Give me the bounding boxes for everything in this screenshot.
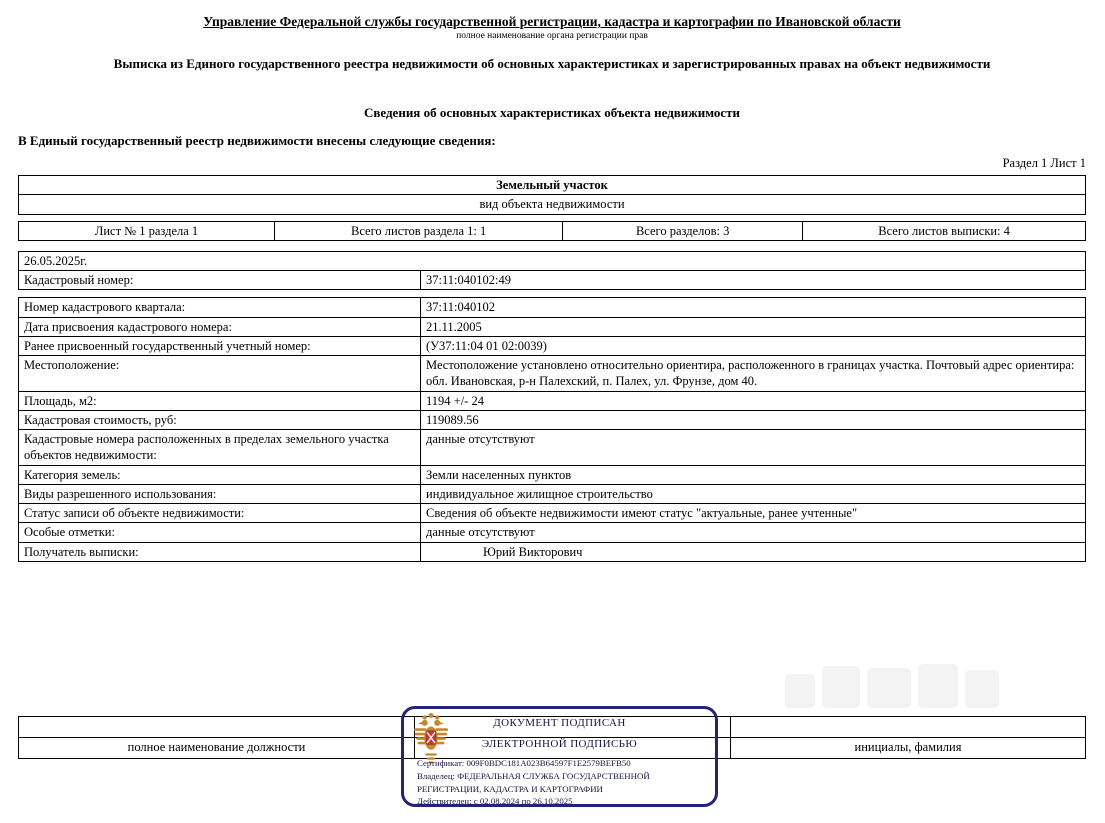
row-label: Дата присвоения кадастрового номера:	[19, 317, 421, 336]
certificate-value: 009F0BDC181A023B64597F1E2579BEFB50	[466, 758, 631, 768]
section-sheet-label: Раздел 1 Лист 1	[1002, 156, 1086, 170]
row-label: Кадастровые номера расположенных в пределах земельного участка объектов недвижимости:	[19, 430, 421, 466]
total-sections-cell: Всего разделов: 3	[563, 221, 803, 240]
table-row	[19, 430, 1086, 466]
row-label: Площадь, м2:	[19, 391, 421, 410]
watermark-shape	[965, 670, 999, 708]
row-value: индивидуальное жилищное строительство	[421, 484, 1086, 503]
watermark-shape	[785, 674, 815, 708]
stamp-owner-line	[417, 770, 669, 796]
row-value: 119089.56	[421, 410, 1086, 429]
table-row	[19, 317, 1086, 336]
object-type-value: Земельный участок	[19, 176, 1086, 195]
row-value: Сведения об объекте недвижимости имеют статус "актуальные, ранее учтенные"	[421, 504, 1086, 523]
row-value: данные отсутствуют	[421, 523, 1086, 542]
row-label: Виды разрешенного использования:	[19, 484, 421, 503]
intro-text: В Единый государственный реестр недвижимости внесены следующие сведения:	[18, 133, 496, 148]
row-label: Особые отметки:	[19, 523, 421, 542]
watermark-shape	[918, 664, 958, 708]
row-label: Номер кадастрового квартала:	[19, 298, 421, 317]
table-row	[19, 271, 1086, 290]
table-row	[19, 251, 1086, 270]
authority-caption: полное наименование органа регистрации прав	[456, 31, 648, 41]
row-value: 1194 +/- 24	[421, 391, 1086, 410]
table-row	[19, 523, 1086, 542]
validity-label: Действителен:	[417, 796, 472, 807]
row-value: данные отсутствуют	[421, 430, 1086, 466]
row-value: 37:11:040102:49	[421, 271, 1086, 290]
authority-name: Управление Федеральной службы государственной регистрации, кадастра и картографии по Ивановской области	[203, 14, 901, 29]
stamp-details	[417, 757, 711, 808]
sheet-info-table	[18, 221, 1086, 241]
row-label: Кадастровая стоимость, руб:	[19, 410, 421, 429]
table-row	[19, 336, 1086, 355]
row-label: Кадастровый номер:	[19, 271, 421, 290]
main-attributes-table-1	[18, 251, 1086, 291]
row-label: Получатель выписки:	[19, 542, 421, 561]
row-value: 37:11:040102	[421, 298, 1086, 317]
row-label: Статус записи об объекте недвижимости:	[19, 504, 421, 523]
watermark	[785, 650, 1013, 708]
table-row	[19, 391, 1086, 410]
recipient-value: Юрий Викторович	[421, 542, 1086, 561]
owner-label: Владелец:	[417, 770, 455, 781]
row-label: Местоположение:	[19, 356, 421, 392]
extract-date: 26.05.2025г.	[19, 251, 1086, 270]
row-value: Местоположение установлено относительно ориентира, расположенного в границах участка. Почтовый адрес ориентира: обл. Ивановская, р-н Палехский, п. Палех, ул. Фрунзе, дом 40.	[421, 356, 1086, 392]
table-row	[19, 356, 1086, 392]
table-row	[19, 504, 1086, 523]
name-caption: инициалы, фамилия	[731, 738, 1086, 759]
table-row	[19, 221, 1086, 240]
table-row	[19, 465, 1086, 484]
object-type-caption: вид объекта недвижимости	[19, 195, 1086, 214]
row-label: Ранее присвоенный государственный учетный номер:	[19, 336, 421, 355]
watermark-shape	[867, 668, 911, 708]
sheet-number-cell: Лист № 1 раздела 1	[19, 221, 275, 240]
row-value: (У37:11:04 01 02:0039)	[421, 336, 1086, 355]
table-row	[19, 542, 1086, 561]
certificate-label: Сертификат:	[417, 758, 465, 768]
stamp-validity-line	[417, 795, 711, 808]
stamp-certificate-line	[417, 757, 711, 770]
validity-value: с 02.08.2024 по 26.10.2025	[473, 796, 573, 807]
table-row	[19, 298, 1086, 317]
main-attributes-table-2	[18, 297, 1086, 562]
stamp-title-line2: ЭЛЕКТРОННОЙ ПОДПИСЬЮ	[481, 738, 638, 750]
row-label: Категория земель:	[19, 465, 421, 484]
stamp-title-line1: ДОКУМЕНТ ПОДПИСАН	[493, 717, 626, 729]
watermark-shape	[822, 666, 860, 708]
digital-signature-stamp	[401, 706, 718, 807]
total-sheets-cell: Всего листов выписки: 4	[803, 221, 1086, 240]
empty-cell	[19, 717, 415, 738]
object-type-table	[18, 175, 1086, 215]
empty-cell	[731, 717, 1086, 738]
document-title: Выписка из Единого государственного реестра недвижимости об основных характеристиках и зарегистрированных правах на объект недвижимости	[113, 56, 991, 71]
row-value: Земли населенных пунктов	[421, 465, 1086, 484]
row-value: 21.11.2005	[421, 317, 1086, 336]
position-caption: полное наименование должности	[19, 738, 415, 759]
table-row	[19, 484, 1086, 503]
sheets-in-section-cell: Всего листов раздела 1: 1	[275, 221, 563, 240]
section-title: Сведения об основных характеристиках объекта недвижимости	[363, 105, 741, 120]
egrn-extract-document	[18, 0, 1086, 562]
owner-value: ФЕДЕРАЛЬНАЯ СЛУЖБА ГОСУДАРСТВЕННОЙ РЕГИСТРАЦИИ, КАДАСТРА И КАРТОГРАФИИ	[417, 770, 650, 794]
table-row	[19, 410, 1086, 429]
